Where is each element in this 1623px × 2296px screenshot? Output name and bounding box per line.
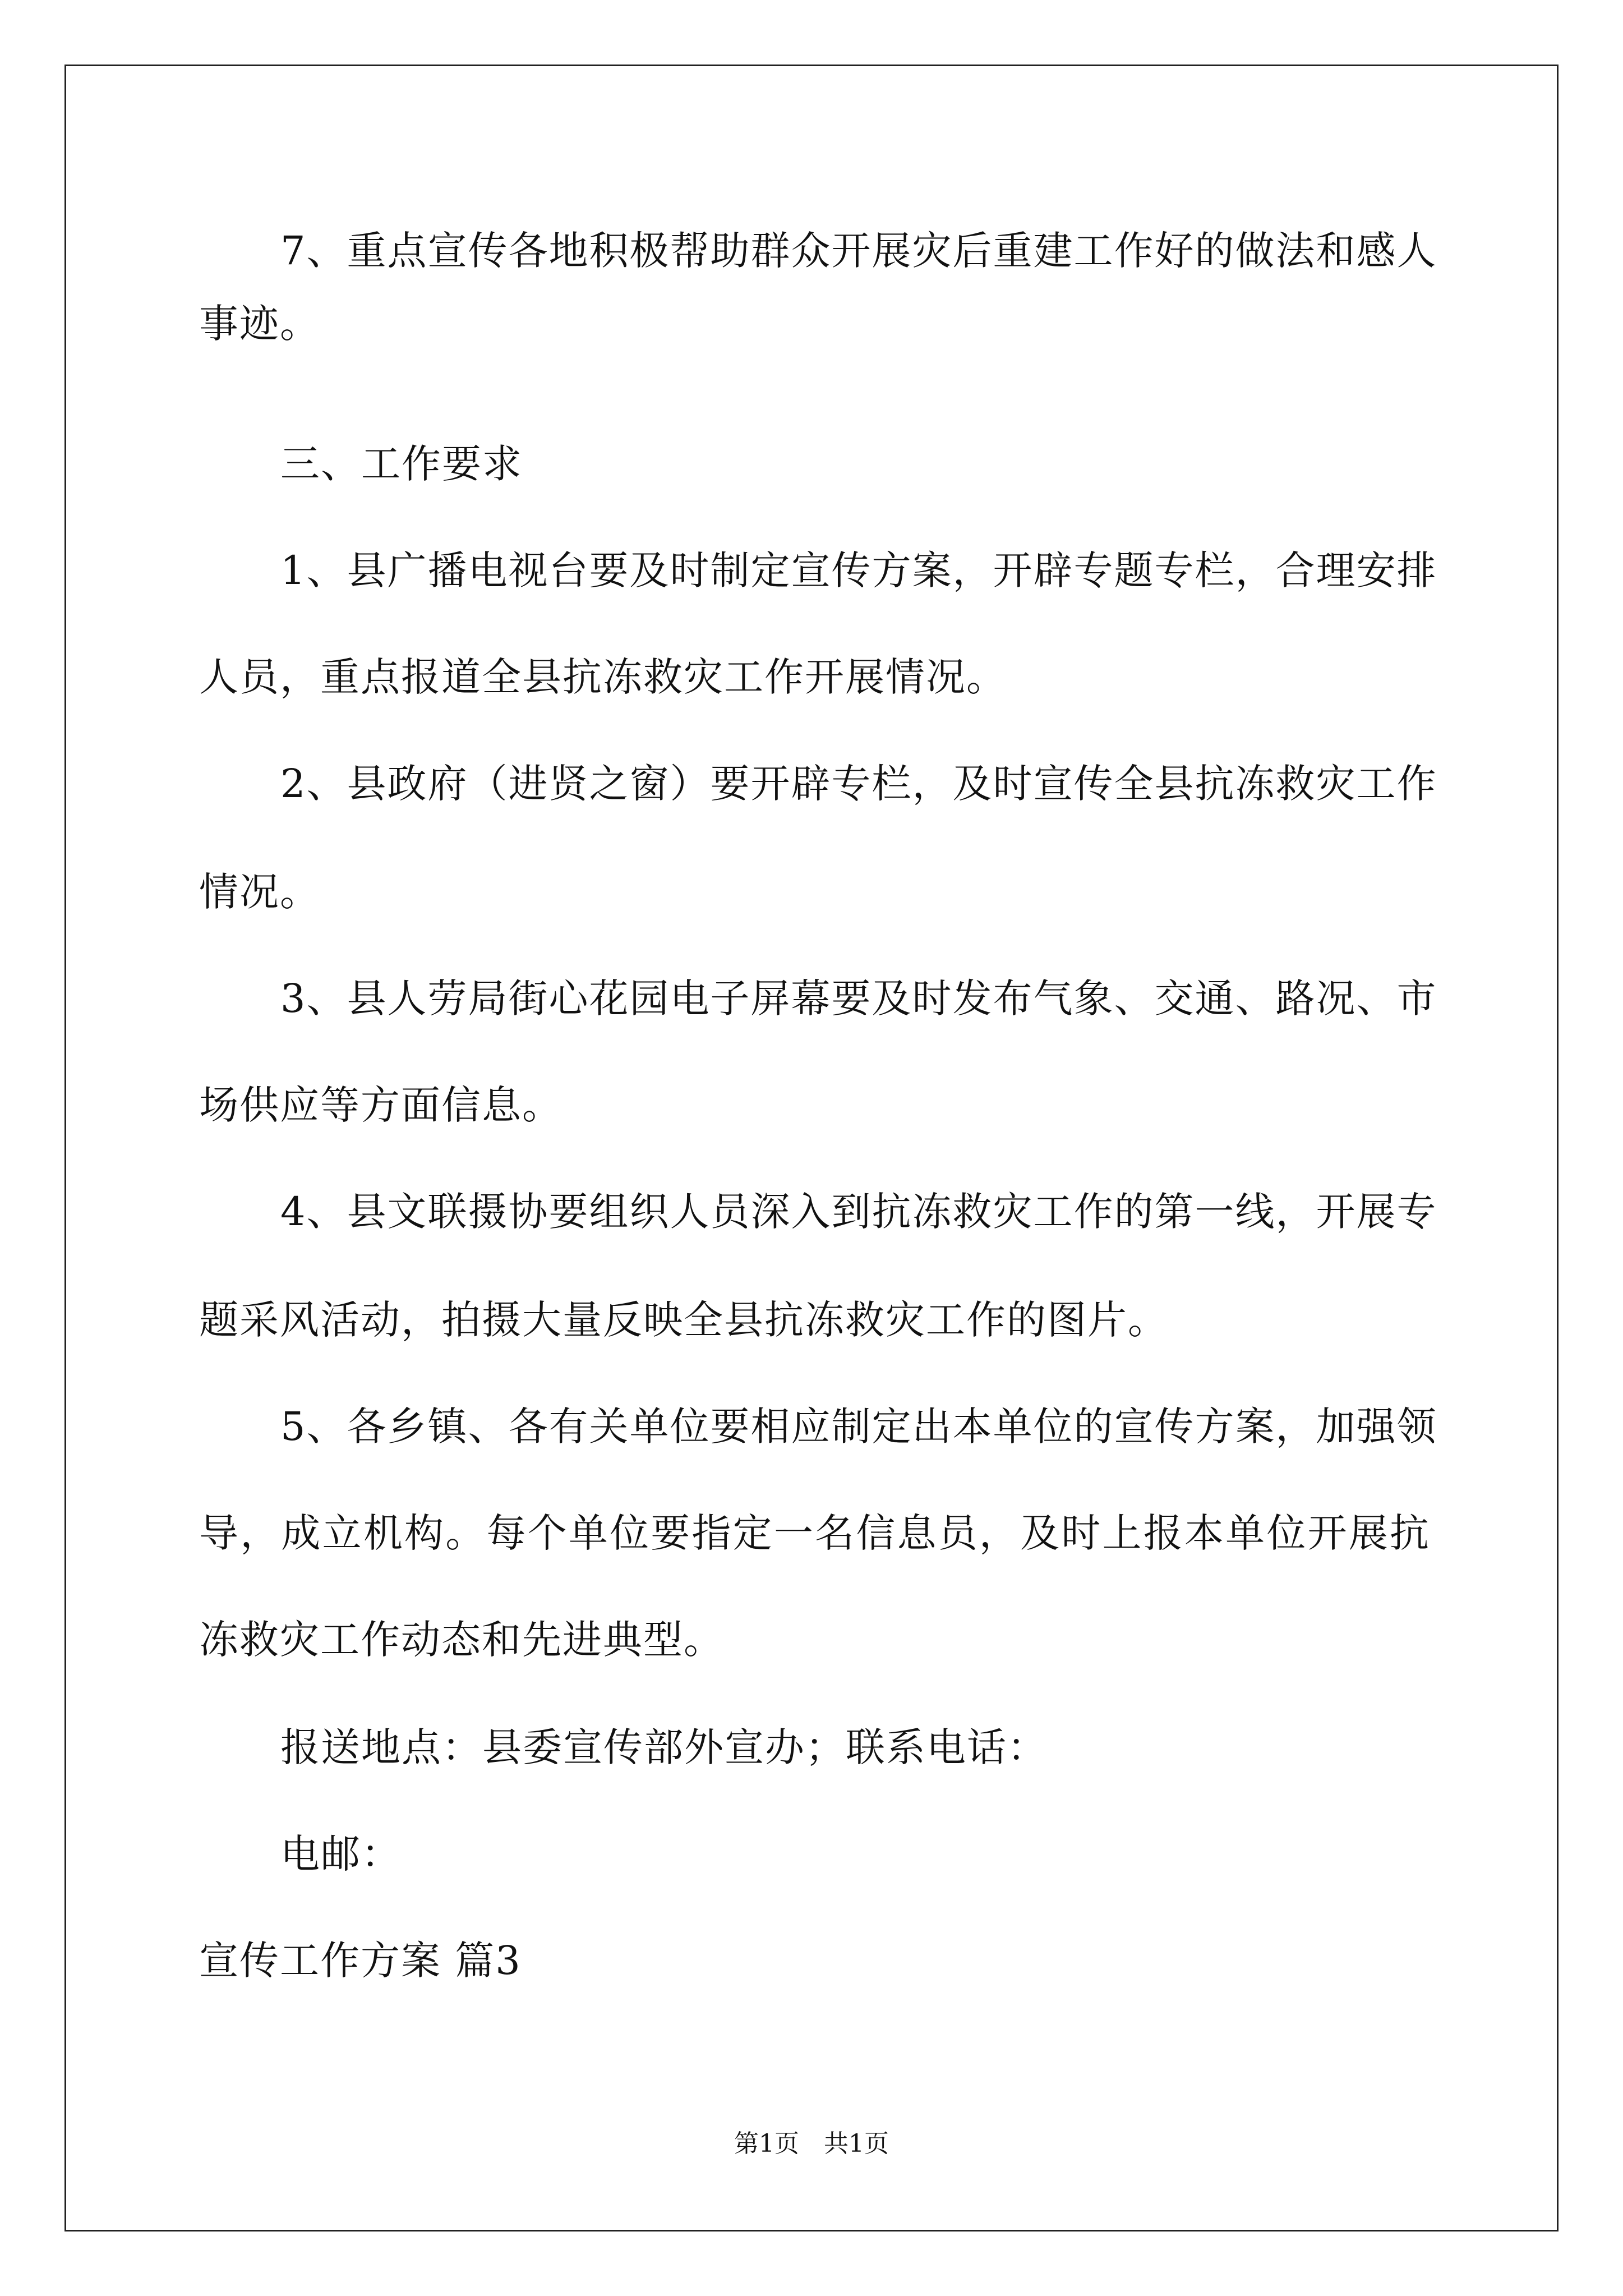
requirement-1-line-1: 1、县广播电视台要及时制定宣传方案，开辟专题专栏，合理安排 — [280, 547, 1437, 593]
requirement-4-line-1: 4、县文联摄协要组织人员深入到抗冻救灾工作的第一线，开展专 — [280, 1189, 1437, 1235]
paragraph-7-line-2: 事迹。 — [199, 301, 320, 347]
requirement-2-line-2: 情况。 — [199, 869, 320, 915]
section-title-plan-3: 宣传工作方案 篇3 — [199, 1938, 522, 1984]
requirement-5-line-2: 导，成立机构。每个单位要指定一名信息员，及时上报本单位开展抗 — [199, 1510, 1430, 1556]
requirement-5-line-3: 冻救灾工作动态和先进典型。 — [199, 1617, 724, 1663]
paragraph-7-line-1: 7、重点宣传各地积极帮助群众开展灾后重建工作好的做法和感人 — [280, 228, 1437, 274]
page-footer: 第1页 共1页 — [734, 2129, 889, 2158]
requirement-3-line-1: 3、县人劳局街心花园电子屏幕要及时发布气象、交通、路况、市 — [280, 976, 1437, 1022]
submission-contact: 报送地点：县委宣传部外宣办；联系电话： — [280, 1724, 1048, 1770]
requirement-2-line-1: 2、县政府（进贤之窗）要开辟专栏，及时宣传全县抗冻救灾工作 — [280, 761, 1437, 807]
requirement-3-line-2: 场供应等方面信息。 — [199, 1082, 562, 1128]
requirement-1-line-2: 人员，重点报道全县抗冻救灾工作开展情况。 — [199, 654, 1007, 700]
section-heading-work-requirements: 三、工作要求 — [280, 441, 523, 487]
requirement-4-line-2: 题采风活动，拍摄大量反映全县抗冻救灾工作的图片。 — [199, 1297, 1168, 1343]
requirement-5-line-1: 5、各乡镇、各有关单位要相应制定出本单位的宣传方案，加强领 — [280, 1404, 1437, 1450]
email-label: 电邮： — [280, 1831, 402, 1877]
page-border — [64, 65, 1559, 2231]
